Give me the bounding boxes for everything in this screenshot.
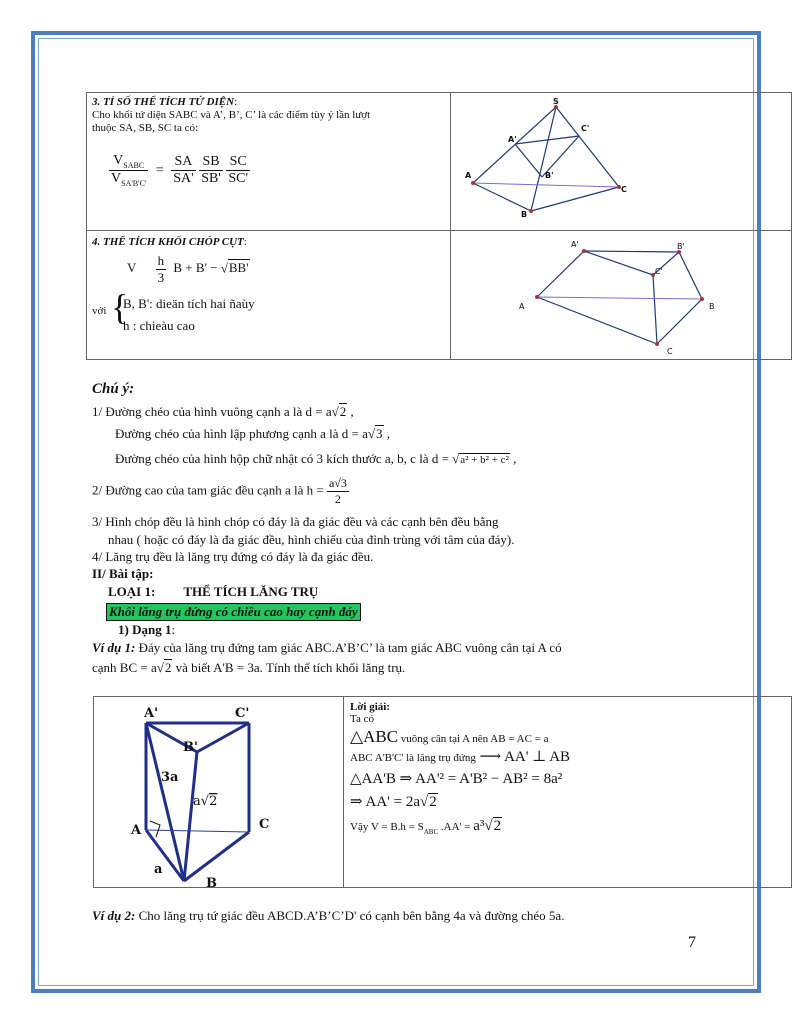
solution-text: Lời giải: Ta có [350, 701, 391, 725]
prism-label-a: a [154, 862, 163, 877]
sol-line2: △ABC vuông cân tại A nên AB = AC = a [350, 727, 549, 746]
note-1b: Đường chéo của hình lập phương cạnh a là d = a√3 , [115, 426, 390, 441]
note-2: 2/ Đường cao của tam giác đều cạnh a là h = $\frac{a√3}{2}$ [92, 476, 347, 506]
sec3-line1: Cho khối tứ diện SABC và A’, B’, C’ là các điểm tùy ý lần lượt [92, 109, 371, 121]
tetra-label-B1: B' [545, 171, 554, 180]
sec3-formula-cell [86, 92, 451, 231]
vd1-line2: cạnh BC = a√2 và biết A'B = 3a. Tính thể tích khối lăng trụ. [92, 660, 406, 675]
sec4-heading-line: 4. THỂ TÍCH KHỐI CHÓP CỤT: [92, 236, 247, 248]
prism-label-A1: A' [144, 706, 159, 721]
sec3-text: 3. TỈ SỐ THỂ TÍCH TỨ DIỆN: Cho khối tứ diện SABC và A’, B’, C’ là các điểm tùy ý lần lượt thuộc SA, SB, SC ta có: [92, 96, 371, 134]
sec4-brace: { [111, 287, 129, 327]
sec3-line2: thuộc SA, SB, SC ta có: [92, 122, 199, 134]
prism-label-B1: B' [183, 740, 198, 755]
sec4-formula: V $\frac{h}{3}$ B + B' − √BB' [127, 253, 249, 285]
vd2-line: Ví dụ 2: Cho lăng trụ tứ giác đều ABCD.A’B’C’D' có cạnh bên bằng 4a và đường chéo 5a. [92, 908, 565, 923]
prism-figure [94, 697, 343, 887]
sol-line5: ⇒ AA' = 2a√2 [350, 794, 437, 810]
solution-cell [343, 696, 792, 888]
frustum-label-A: A [519, 302, 525, 311]
prism-figure-cell [93, 696, 344, 888]
frustum-label-C1: C' [655, 267, 663, 276]
tetra-label-S: S [553, 97, 559, 106]
sec4-formula-cell [86, 230, 451, 360]
sec3-heading: 3. TỈ SỐ THỂ TÍCH TỨ DIỆN [92, 96, 235, 108]
tetra-label-A1: A' [508, 135, 517, 144]
sol-line6: Vậy $V = B.h = S_{ABC}$ .AA' = a³√2 [350, 818, 502, 837]
type-heading: LOẠI 1: THỂ TÍCH LĂNG TRỤ [108, 584, 319, 599]
prism-label-C1: C' [235, 706, 250, 721]
sec4-conditions: B, B': dieän tích hai ñaùy h : chieàu cao [123, 296, 255, 333]
prism-label-a-root2: a√2 [193, 794, 218, 809]
prism-label-C: C [259, 817, 270, 832]
note-1c: Đường chéo của hình hộp chữ nhật có 3 kích thước a, b, c là d = √a² + b² + c² , [115, 451, 517, 466]
tetrahedron-figure [451, 93, 791, 230]
frustum-figure [451, 231, 791, 359]
note-3b: nhau ( hoặc có đáy là đa giác đều, hình chiếu của đỉnh trùng với tâm của đáy). [108, 532, 515, 547]
page-number: 7 [688, 934, 696, 951]
prism-label-3a: 3a [161, 770, 179, 785]
tetra-label-A: A [465, 171, 472, 180]
dang-1: 1) Dạng 1: [118, 622, 176, 637]
tetra-label-C: C [621, 185, 627, 194]
sec4-heading: 4. THỂ TÍCH KHỐI CHÓP CỤT [92, 236, 244, 248]
sol-line4: △AA'B ⇒ AA'² = A'B² − AB² = 8a² [350, 771, 563, 787]
subtitle-highlight: Khối lăng trụ đứng có chiều cao hay cạnh đáy [106, 603, 361, 621]
sec4-voi: với [92, 305, 107, 317]
prism-label-A: A [131, 823, 142, 838]
frustum-label-B: B [709, 302, 715, 311]
note-1a: 1/ Đường chéo của hình vuông cạnh a là d = a√2 , [92, 404, 354, 419]
sec3-figure-cell [450, 92, 792, 231]
exercise-section: II/ Bài tập: [92, 566, 154, 581]
prism-label-B: B [206, 876, 217, 887]
note-title: Chú ý: [92, 381, 135, 397]
sol-line3: ABC A'B'C' là lăng trụ đứng ⟶ AA' ⊥ AB [350, 749, 571, 765]
sec3-formula: $\frac{V_{SABC}}{V_{SA'B'C'}}$ = $\frac{SA}{SA'}$ $\frac{SB}{SB'}$ $\frac{SC}{SC'}$ [111, 153, 248, 188]
tetra-label-C1: C' [581, 124, 590, 133]
frustum-label-A1: A' [571, 240, 579, 249]
sec4-figure-cell [450, 230, 792, 360]
note-3a: 3/ Hình chóp đều là hình chóp có đáy là đa giác đều và các cạnh bên đều bằng [92, 514, 499, 529]
vd1-line1: Ví dụ 1: Đáy của lăng trụ đứng tam giác ABC.A’B’C’ là tam giác ABC vuông cân tại A có [92, 640, 562, 655]
frustum-label-B1: B' [677, 242, 685, 251]
frustum-label-C: C [667, 347, 673, 356]
tetra-label-B: B [521, 210, 528, 219]
note-4: 4/ Lăng trụ đều là lăng trụ đứng có đáy là đa giác đều. [92, 549, 374, 564]
